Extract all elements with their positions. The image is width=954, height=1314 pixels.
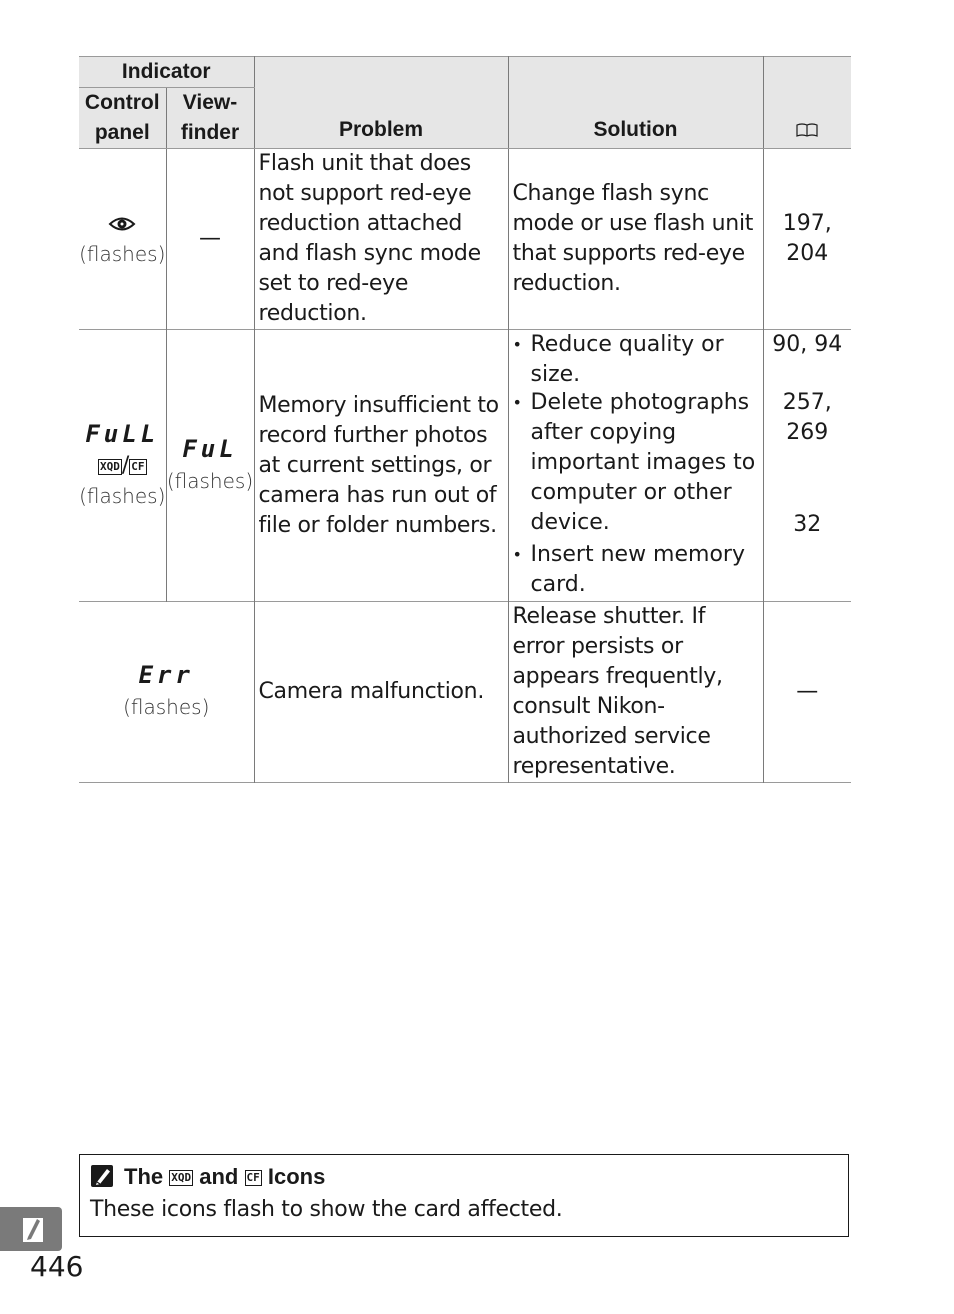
red-eye-icon: [108, 213, 136, 235]
solution-cell: [508, 330, 763, 602]
note-title-suffix: Icons: [267, 1164, 326, 1189]
note-box: [79, 1154, 849, 1237]
indicator-cell: [79, 602, 254, 783]
troubleshooting-tab: [0, 1207, 62, 1251]
flashes-note: (flashes): [79, 241, 166, 266]
page-ref: 197,: [782, 211, 832, 236]
note-title-prefix: The: [124, 1164, 164, 1189]
note-body: These icons flash to show the card affected.: [90, 1197, 563, 1222]
page-ref: 269: [786, 420, 829, 445]
indicator-header: Indicator: [79, 57, 254, 88]
problem-header: Problem: [254, 57, 508, 149]
viewfinder-header: View-finder: [166, 88, 254, 149]
page-ref: 32: [793, 512, 822, 537]
pencil-icon: [90, 1164, 116, 1188]
problem-cell: Camera malfunction.: [254, 602, 508, 783]
xqd-card-icon: XQD: [99, 459, 120, 473]
book-icon: [796, 123, 818, 137]
note-title-and: and: [199, 1164, 239, 1189]
indicator-table: [79, 56, 851, 783]
cf-card-icon: CF: [246, 1171, 260, 1184]
table-row: [79, 330, 851, 602]
lcd-err-indicator: Err: [138, 661, 194, 689]
page-number: 446: [30, 1250, 84, 1283]
solution-cell: Release shutter. If error persists or appears frequently, consult Nikon-authorized service representative.: [508, 602, 763, 783]
solution-header: Solution: [508, 57, 763, 149]
page-ref: 90, 94: [772, 332, 843, 357]
note-title: [90, 1163, 325, 1191]
flashes-note: (flashes): [123, 695, 210, 719]
lcd-full-indicator: FuLL: [85, 419, 160, 448]
cf-card-icon: CF: [131, 459, 145, 473]
page-ref-header: [763, 57, 851, 149]
lcd-ful-indicator: FuL: [182, 434, 238, 463]
table-row: [79, 149, 851, 330]
problem-cell: Memory insufficient to record further photos at current settings, or camera has run out of file or folder numbers.: [254, 330, 508, 602]
page-ref: 257,: [782, 390, 832, 415]
control-panel-cell: [79, 149, 166, 330]
control-panel-header: Control panel: [79, 88, 166, 149]
page-ref: 204: [786, 241, 829, 266]
table-row: [79, 602, 851, 783]
viewfinder-cell: —: [166, 149, 254, 330]
list-item: • Delete photographs after copying important images to computer or other device.: [513, 388, 763, 540]
page-ref-cell: [763, 149, 851, 330]
list-item: • Reduce quality or size.: [513, 330, 763, 388]
xqd-card-icon: XQD: [171, 1171, 192, 1184]
viewfinder-cell: [166, 330, 254, 602]
page-ref-cell: —: [763, 602, 851, 783]
solution-list: [509, 330, 763, 600]
separator: /: [121, 452, 130, 478]
flashes-note: (flashes): [166, 468, 254, 493]
control-panel-cell: [79, 330, 166, 602]
list-item: • Insert new memory card.: [513, 540, 763, 600]
problem-cell: Flash unit that does not support red-eye reduction attached and flash sync mode set to red-eye reduction.: [254, 149, 508, 330]
page-ref-cell: [763, 330, 851, 602]
solution-cell: Change flash sync mode or use flash unit that supports red-eye reduction.: [508, 149, 763, 330]
troubleshooting-tab-icon: [22, 1215, 44, 1243]
flashes-note: (flashes): [79, 483, 166, 508]
